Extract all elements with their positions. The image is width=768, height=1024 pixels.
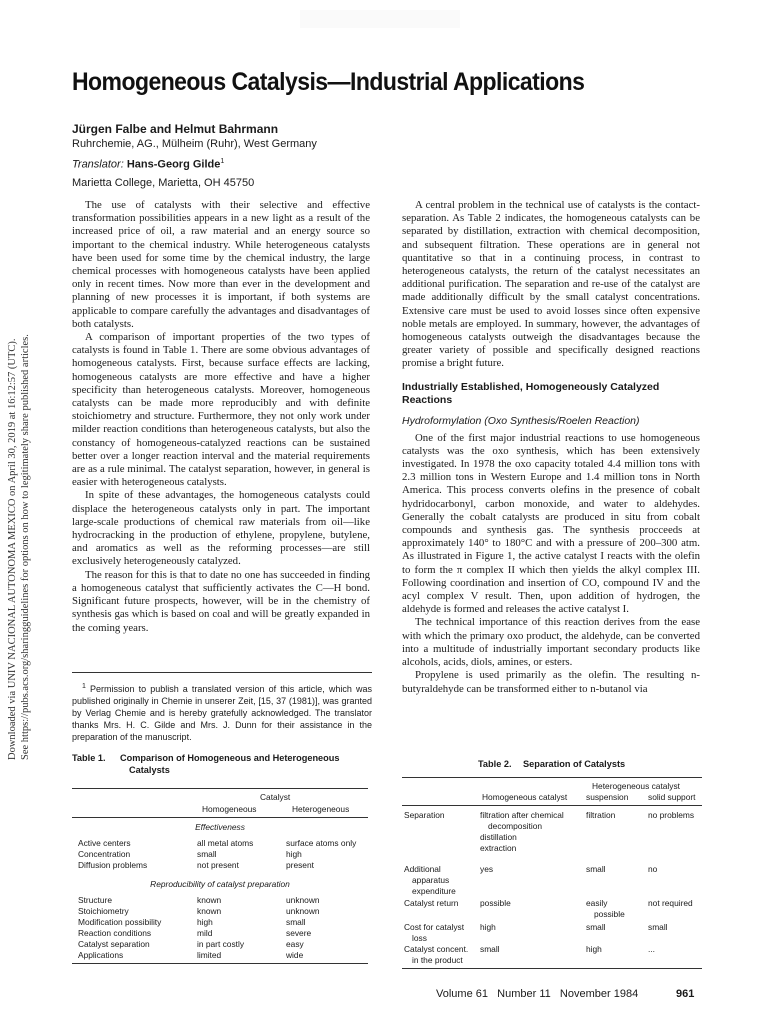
table-2-header-rule bbox=[402, 805, 702, 806]
cell-line: expenditure bbox=[412, 886, 456, 896]
cell: high bbox=[197, 917, 213, 927]
paragraph: In spite of these advantages, the homogeneous catalysts could displace the heterogeneous catalysts only in part. The important large-scale productions of chemical raw materials from oil—like hydrocracking in the production of ethylene, propylene, butylene, and aromatics as well as the reforming processes—are still exclusively heterogeneously catalyzed. bbox=[72, 489, 370, 568]
cell: small bbox=[286, 917, 306, 927]
download-notice-line2: See https://pubs.acs.org/sharingguidelines for options on how to legitimately share published articles. bbox=[20, 334, 31, 760]
footnote-text: Permission to publish a translated version of this article, which was published originally in Chemie in unserer Zeit, [15, 37 (1981)], was granted by Verlag Chemie and is hereby gratefully acknowledged. The translator thanks Mrs. H. C. Gilde and Mrs. J. Dunn for their assistance in the preparation of the manuscript. bbox=[72, 684, 372, 742]
cell: Modification possibility bbox=[78, 917, 162, 927]
cell: high bbox=[586, 944, 602, 954]
col-heterogeneous: Heterogeneous bbox=[292, 804, 350, 814]
issue-info: Volume 61 Number 11 November 1984 bbox=[436, 988, 639, 1000]
table-1-caption-line2: Catalysts bbox=[129, 765, 170, 775]
footnote bbox=[72, 672, 372, 743]
cell bbox=[404, 922, 480, 944]
table-row bbox=[72, 950, 368, 961]
table-row bbox=[72, 849, 368, 860]
cell: mild bbox=[197, 928, 213, 938]
cell: severe bbox=[286, 928, 312, 938]
table-1-bottom-rule bbox=[72, 963, 368, 964]
paragraph: A comparison of important properties of the two types of catalysts is found in Table 1. There are some obvious advantages of homogeneous catalysts. First, because surface effects are lacking, homogeneous catalysts are more effective and have a higher specificity than heterogeneous catalysts. Moreover, homogeneous catalysts can be made more reproducibly and with definite stoichiometry and structure. Furthermore, they not only work under milder reaction conditions than heterogeneous catalysts, but also the constancy of homogeneous-catalyzed reactions can be sustained better over a longer reaction interval and the material requirements are as a rule minimal. The catalyst separation, however, in general is easier with heterogeneous catalysts. bbox=[72, 331, 370, 489]
table-2-label: Table 2. bbox=[478, 759, 512, 769]
table-2-bottom-rule bbox=[402, 968, 702, 969]
table-2-column-headers bbox=[402, 792, 702, 803]
col-homogeneous: Homogeneous bbox=[202, 804, 257, 814]
paragraph: A central problem in the technical use of catalysts is the contact-separation. As Table 2 indicates, the homogeneous catalysts can be separated by distillation, extraction with chemical decomposition, and subsequent filtration. These operations are in general not quantitative so that in a continuing process, in contrast to heterogeneous catalysts, the return of the catalyst necessitates an additional purification. The separation and re-use of the catalyst are made additionally difficult by the small catalyst concentrations. Extensive care must be used to avoid losses since often expensive noble metals are employed. In summary, however, the advantages of homogeneous catalysts outweigh the disadvantages because the greater variety of possible and specifically designed reactions promise a bright future. bbox=[402, 199, 700, 370]
cell-line: filtration after chemical bbox=[480, 810, 564, 820]
translator-affiliation: Marietta College, Marietta, OH 45750 bbox=[72, 176, 255, 189]
paragraph: The use of catalysts with their selective and effective transformation possibilities appears in a new light as a result of the increased price of oil, a raw material and an energy source so important to the chemical industry. While heterogeneous catalysts have been used for some time by the chemical industry, the large chemical processes with homogeneous catalysts have been applied only in recent times. Now more than ever in the development and planning of new processes it is important, if both systems are applicable to compare carefully the advantages and disadvantages of both catalysts. bbox=[72, 199, 370, 330]
cell-line: Catalyst concent. bbox=[404, 944, 469, 954]
translator-name: Hans-Georg Gilde bbox=[126, 158, 221, 171]
table-2-top-rule bbox=[402, 777, 702, 778]
cell: Concentration bbox=[78, 849, 131, 859]
cell: Catalyst separation bbox=[78, 939, 150, 949]
cell: known bbox=[197, 906, 222, 916]
translator-line bbox=[72, 153, 392, 174]
table-1-top-rule bbox=[72, 788, 368, 789]
cell-line: distillation bbox=[480, 832, 517, 842]
col-homogeneous-catalyst: Homogeneous catalyst bbox=[482, 792, 568, 802]
cell-line: apparatus bbox=[412, 875, 450, 885]
table-1-section1-rows bbox=[72, 838, 368, 871]
cell-line: possible bbox=[594, 909, 625, 919]
table-2-group-header-row bbox=[402, 781, 702, 792]
cell: easy bbox=[286, 939, 304, 949]
cell: not required bbox=[648, 898, 693, 908]
download-notice bbox=[6, 260, 34, 760]
cell bbox=[404, 864, 480, 897]
col-solid-support: solid support bbox=[648, 792, 696, 802]
cell-line: in the product bbox=[412, 955, 463, 965]
cell: high bbox=[480, 922, 496, 932]
table-2-caption-text: Separation of Catalysts bbox=[523, 759, 626, 769]
cell: Structure bbox=[78, 895, 112, 905]
table-row bbox=[402, 898, 702, 922]
table-1-caption bbox=[72, 752, 368, 776]
cell: Stoichiometry bbox=[78, 906, 129, 916]
cell: not present bbox=[197, 860, 239, 870]
cell: present bbox=[286, 860, 314, 870]
cell: in part costly bbox=[197, 939, 245, 949]
authors: Jürgen Falbe and Helmut Bahrmann bbox=[72, 122, 279, 136]
cell: Diffusion problems bbox=[78, 860, 148, 870]
cell: high bbox=[286, 849, 302, 859]
cell: small bbox=[480, 944, 500, 954]
cell: limited bbox=[197, 950, 222, 960]
cell: small bbox=[197, 849, 217, 859]
cell: unknown bbox=[286, 906, 320, 916]
byline bbox=[72, 120, 392, 192]
table-row bbox=[72, 928, 368, 939]
subsection-heading: Hydroformylation (Oxo Synthesis/Roelen Reaction) bbox=[402, 414, 640, 427]
table-row bbox=[72, 906, 368, 917]
table-row bbox=[72, 939, 368, 950]
cell-line: easily bbox=[586, 898, 608, 908]
cell: wide bbox=[286, 950, 304, 960]
cell: Catalyst return bbox=[404, 898, 459, 908]
cell-line: loss bbox=[412, 933, 427, 943]
table-1-section-reproducibility: Reproducibility of catalyst preparation bbox=[150, 879, 290, 889]
table-row bbox=[402, 864, 702, 898]
table-1-caption-line1: Comparison of Homogeneous and Heterogeneous bbox=[120, 753, 340, 763]
cell: unknown bbox=[286, 895, 320, 905]
cell: surface atoms only bbox=[286, 838, 357, 848]
cell: Separation bbox=[404, 810, 445, 820]
cell: Active centers bbox=[78, 838, 131, 848]
cell: small bbox=[586, 922, 606, 932]
paragraph: The reason for this is that to date no one has succeeded in finding a homogeneous catalyst that sufficiently activates the C—H bond. Significant future prospects, however, will be in the chemistry of synthesis gas which is based on coal and will be greatly expanded in the coming years. bbox=[72, 568, 370, 634]
table-2-caption bbox=[402, 758, 702, 770]
top-smudge bbox=[300, 10, 460, 28]
paragraph: Propylene is used primarily as the olefin. The resulting n-butyraldehyde can be transformed either to n-butanol via bbox=[402, 669, 700, 695]
table-2 bbox=[402, 758, 702, 969]
cell: filtration bbox=[586, 810, 616, 820]
heterogeneous-catalyst-header: Heterogeneous catalyst bbox=[592, 781, 680, 791]
table-1-column-headers bbox=[72, 803, 368, 815]
table-row bbox=[402, 944, 702, 968]
table-1-section-effectiveness: Effectiveness bbox=[195, 822, 245, 832]
table-row bbox=[72, 917, 368, 928]
cell-line: Additional bbox=[404, 864, 441, 874]
cell: ... bbox=[648, 944, 655, 954]
cell bbox=[586, 898, 646, 920]
table-row bbox=[402, 922, 702, 944]
section-heading: Industrially Established, Homogeneously Catalyzed Reactions bbox=[402, 380, 660, 406]
col-suspension: suspension bbox=[586, 792, 629, 802]
page-number: 961 bbox=[676, 988, 695, 1000]
paragraph: One of the first major industrial reactions to use homogeneous catalysts was the oxo synthesis, which has been extensively investigated. In 1978 the oxo capacity totaled 4.4 million tons with 2.3 million tons in Western Europe and 1.4 million tons in North America. This process converts olefins in the presence of cobalt hydridocarbonyl, carbon monoxide, and water to aldehydes. Generally the cobalt catalysts are produced in situ from cobalt compounds and synthesis gas. The synthesis procceeds at approximately 140° to 180°C and with a pressure of 200–300 atm. As illustrated in Figure 1, the active catalyst I reacts with the olefin to form the π complex II which then yields the alkyl complex III. Following coordination and insertion of CO, compound IV and the acyl complex V result. Then, upon addition of hydrogen, the aldehyde is formed and releases the active catalyst I. bbox=[402, 431, 700, 616]
table-1-section2-rows bbox=[72, 895, 368, 961]
cell: possible bbox=[480, 898, 511, 908]
download-notice-line1: Downloaded via UNIV NACIONAL AUTONOMA MEXICO on April 30, 2019 at 16:12:57 (UTC). bbox=[7, 338, 18, 760]
table-1-label: Table 1. bbox=[72, 753, 106, 763]
paragraph: The technical importance of this reaction derives from the ease with which the primary oxo product, the aldehyde, can be converted into a multitude of industrially important secondary products like alcohols, acids, diols, amines, or esters. bbox=[402, 616, 700, 669]
cell: no bbox=[648, 864, 658, 874]
footnote-mark: 1 bbox=[82, 683, 86, 690]
table-1-group-header bbox=[72, 791, 368, 803]
cell-line: decomposition bbox=[488, 821, 543, 831]
table-row bbox=[402, 810, 702, 864]
cell: Applications bbox=[78, 950, 124, 960]
left-column bbox=[72, 199, 370, 635]
cell: small bbox=[586, 864, 606, 874]
table-row bbox=[72, 860, 368, 871]
cell: all metal atoms bbox=[197, 838, 254, 848]
cell-line: extraction bbox=[480, 843, 517, 853]
cell: small bbox=[648, 922, 668, 932]
cell bbox=[404, 944, 480, 966]
cell: Reaction conditions bbox=[78, 928, 152, 938]
cell: no problems bbox=[648, 810, 695, 820]
table-1-header-rule bbox=[72, 817, 368, 818]
catalyst-header: Catalyst bbox=[260, 792, 291, 802]
cell-line: Cost for catalyst bbox=[404, 922, 465, 932]
article-title: Homogeneous Catalysis—Industrial Applications bbox=[72, 68, 585, 96]
translator-label: Translator: bbox=[72, 158, 124, 171]
translator-footnote-mark: 1 bbox=[220, 158, 225, 165]
right-column bbox=[402, 199, 700, 696]
table-1 bbox=[72, 752, 368, 964]
cell: yes bbox=[480, 864, 494, 874]
affiliation: Ruhrchemie, AG., Mülheim (Ruhr), West Germany bbox=[72, 138, 317, 150]
cell: known bbox=[197, 895, 222, 905]
table-row bbox=[72, 838, 368, 849]
table-row bbox=[72, 895, 368, 906]
cell bbox=[480, 810, 584, 854]
